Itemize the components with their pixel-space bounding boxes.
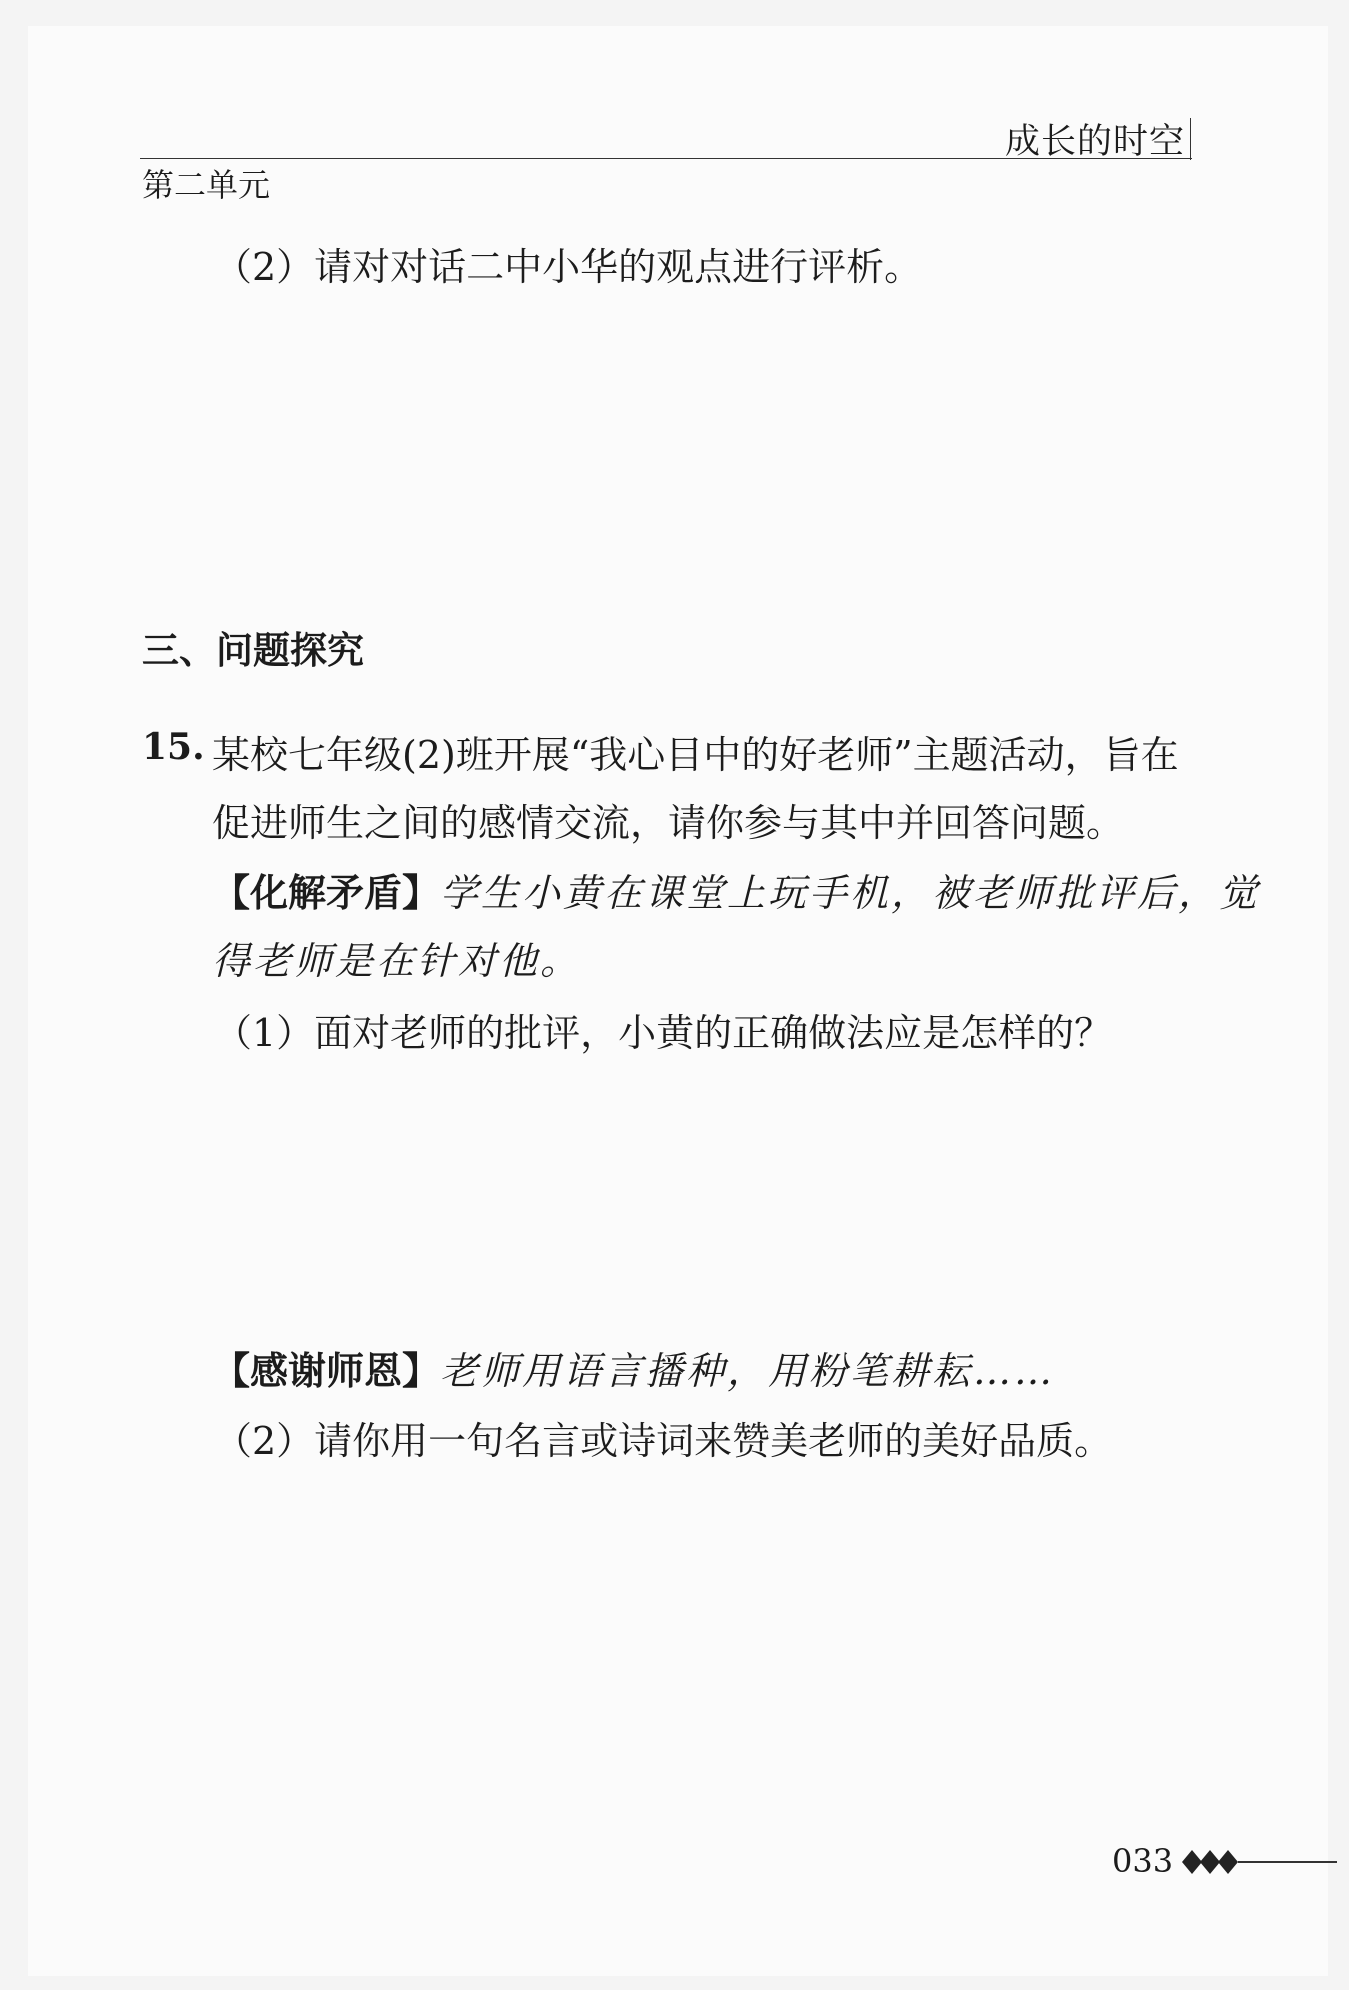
- block-thank-teacher: [212, 1340, 1055, 1395]
- question-14-part-2: （2）请对对话二中小华的观点进行评析。: [214, 245, 923, 289]
- page-sheet: [28, 26, 1328, 1976]
- block-title-thank-teacher: 【感谢师恩】: [212, 1349, 441, 1393]
- question-15-intro-line-1: 某校七年级(2)班开展“我心目中的好老师”主题活动，旨在: [212, 733, 1179, 777]
- question-15-intro-line-2: 促进师生之间的感情交流，请你参与其中并回答问题。: [212, 801, 1125, 845]
- block-text: 老师用语言播种，用粉笔耕耘……: [440, 1349, 1056, 1393]
- running-title: 成长的时空: [1004, 122, 1185, 162]
- section-heading: 三、问题探究: [142, 629, 364, 672]
- three-diamonds-icon: [1182, 1842, 1342, 1882]
- block-title-resolve-conflict: 【化解矛盾】: [212, 871, 441, 915]
- header-tick-rule: [1190, 118, 1191, 160]
- unit-label: 第二单元: [142, 166, 271, 204]
- block-text: 学生小黄在课堂上玩手机，被老师批评后，觉: [440, 871, 1261, 915]
- block-resolve-conflict: [212, 862, 1260, 917]
- question-15-part-2: （2）请你用一句名言或诗词来赞美老师的美好品质。: [214, 1419, 1113, 1463]
- header-rule: [140, 158, 1192, 159]
- question-15-part-1: （1）面对老师的批评，小黄的正确做法应是怎样的？: [214, 1011, 1113, 1055]
- block-text-continued: 得老师是在针对他。: [212, 939, 582, 983]
- page-number: 033: [1112, 1842, 1174, 1880]
- question-number: 15.: [142, 726, 205, 768]
